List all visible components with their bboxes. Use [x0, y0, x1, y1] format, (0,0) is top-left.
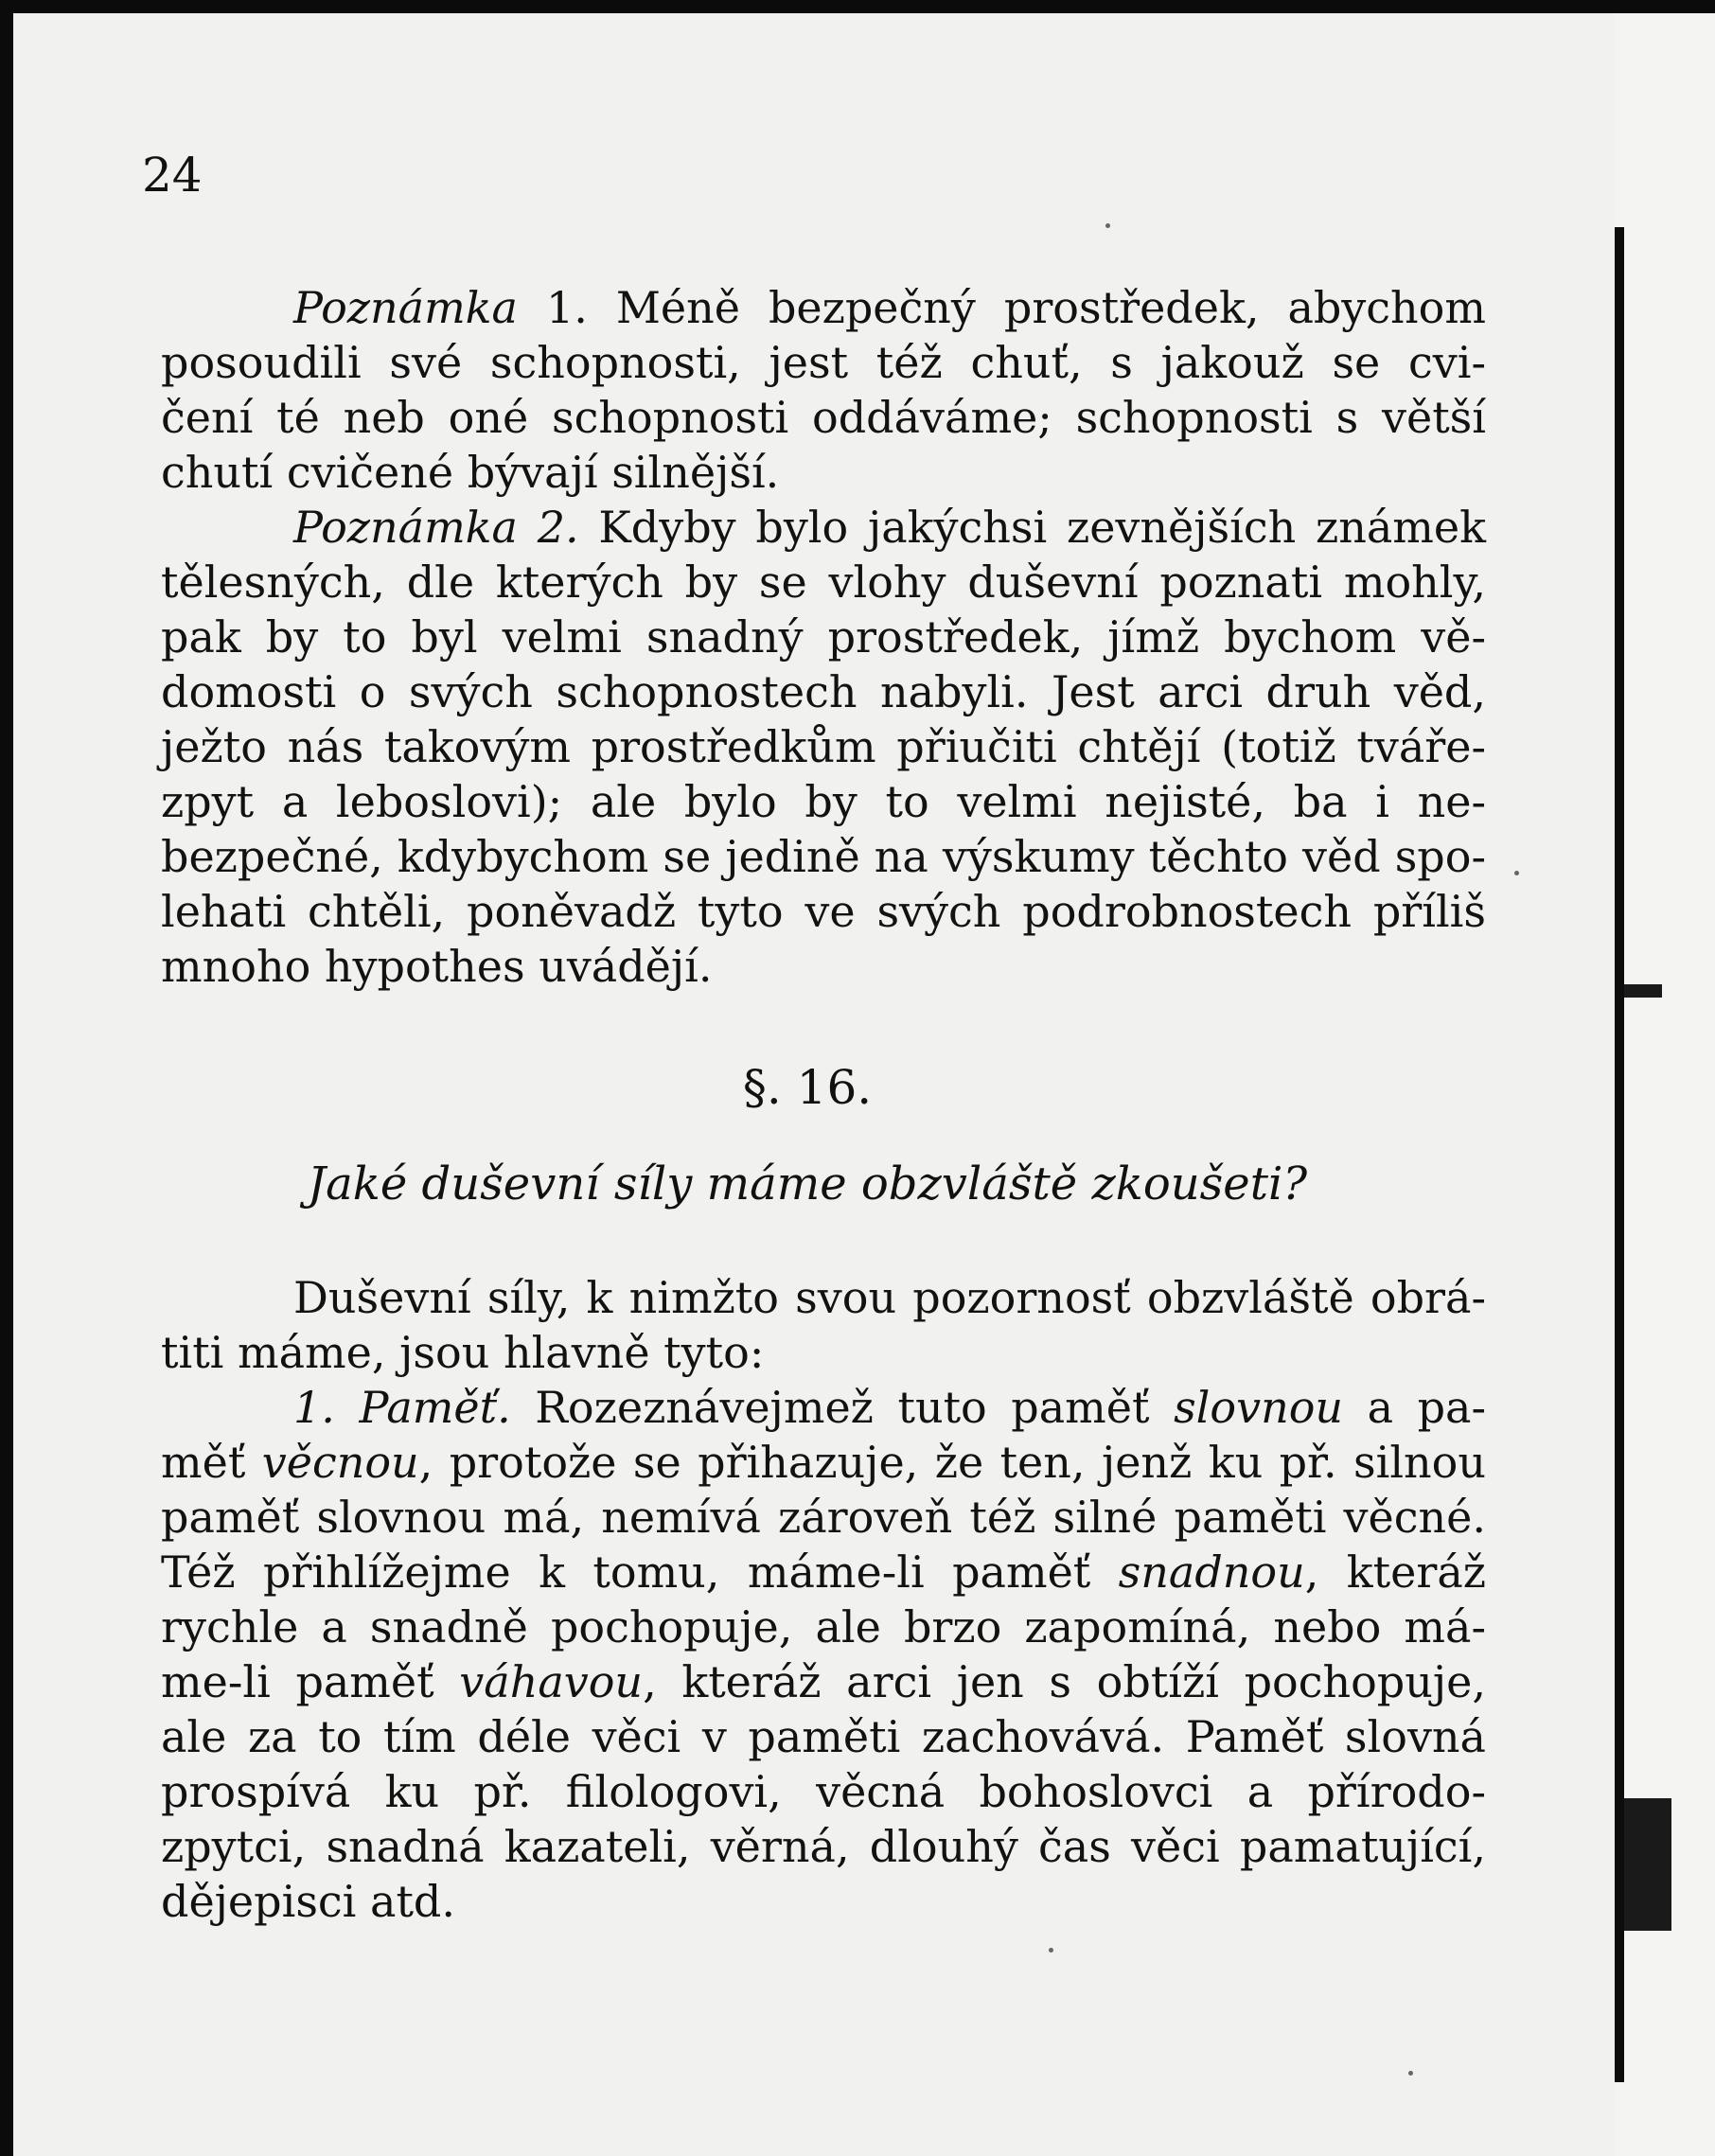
item1-line: ale za to tím déle věci v paměti zachovává. Paměť slovná	[161, 1711, 1486, 1762]
section-number: §. 16.	[742, 1060, 873, 1115]
note1-line: čení té neb oné schopnosti oddáváme; schopnosti s větší	[161, 392, 1486, 443]
intro-line: Duševní síly, k nimžto svou pozornosť obzvláště obrá-	[293, 1272, 1486, 1323]
item1-line: prospívá ku př. filologovi, věcná bohoslovci a přírodo-	[161, 1766, 1486, 1817]
note1-label: Poznámka	[293, 282, 518, 333]
spine-edge-line	[1615, 227, 1624, 2082]
item1-label: 1. Paměť.	[293, 1382, 511, 1433]
item1-line: Též přihlížejme k tomu, máme-li paměť snadnou, kteráž	[161, 1546, 1486, 1598]
note1-first-line: Poznámka 1. Méně bezpečný prostředek, abychom	[293, 282, 1486, 333]
note2-line: mnoho hypothes uvádějí.	[161, 941, 713, 992]
note2-line: lehati chtěli, poněvadž tyto ve svých podrobnostech příliš	[161, 886, 1486, 937]
note2-line: bezpečné, kdybychom se jedině na výskumy těchto věd spo-	[161, 831, 1486, 882]
spine-mark	[1624, 1798, 1671, 1931]
note2-line: pak by to byl velmi snadný prostředek, jímž bychom vě-	[161, 611, 1486, 663]
scan-speck	[1105, 223, 1110, 228]
main-text-block	[161, 1270, 1486, 1929]
scan-speck	[1408, 2071, 1413, 2076]
note1-line: chutí cvičené bývají silnější.	[161, 447, 780, 498]
note2-line: tělesných, dle kterých by se vlohy duševní poznati mohly,	[161, 557, 1486, 608]
item1-line: paměť slovnou má, nemívá zároveň též silné paměti věcné.	[161, 1492, 1486, 1543]
item1-line: dějepisci atd.	[161, 1876, 455, 1927]
item1-line: měť věcnou, protože se přihazuje, že ten, jenž ku př. silnou	[161, 1437, 1486, 1488]
note2-line: domosti o svých schopnostech nabyli. Jest arci druh věd,	[161, 666, 1486, 717]
item1-line: zpytci, snadná kazateli, věrná, dlouhý čas věci pamatující,	[161, 1821, 1486, 1872]
section-title: Jaké duševní síly máme obzvláště zkoušeti?	[307, 1158, 1308, 1211]
scan-speck	[1049, 1948, 1053, 1953]
note2-first-line: Poznámka 2. Kdyby bylo jakýchsi zevnějších známek	[293, 502, 1486, 553]
notes-block	[161, 280, 1486, 994]
note1-line: posoudili své schopnosti, jest též chuť, s jakouž se cvi-	[161, 337, 1486, 388]
intro-line: titi máme, jsou hlavně tyto:	[161, 1327, 765, 1378]
scan-speck	[1514, 871, 1519, 875]
page-number: 24	[142, 148, 203, 203]
note2-line: ježto nás takovým prostředkům přiučiti chtějí (totiž tváře-	[161, 721, 1486, 772]
item1-line: me-li paměť váhavou, kteráž arci jen s obtíží pochopuje,	[161, 1656, 1486, 1707]
spine-mark	[1624, 984, 1662, 998]
note2-line: zpyt a leboslovi); ale bylo by to velmi nejisté, ba i ne-	[161, 776, 1486, 827]
item1-first-line: 1. Paměť. Rozeznávejmež tuto paměť slovnou a pa-	[293, 1382, 1486, 1433]
item1-line: rychle a snadně pochopuje, ale brzo zapomíná, nebo má-	[161, 1601, 1486, 1652]
note2-label: Poznámka 2.	[293, 502, 579, 553]
